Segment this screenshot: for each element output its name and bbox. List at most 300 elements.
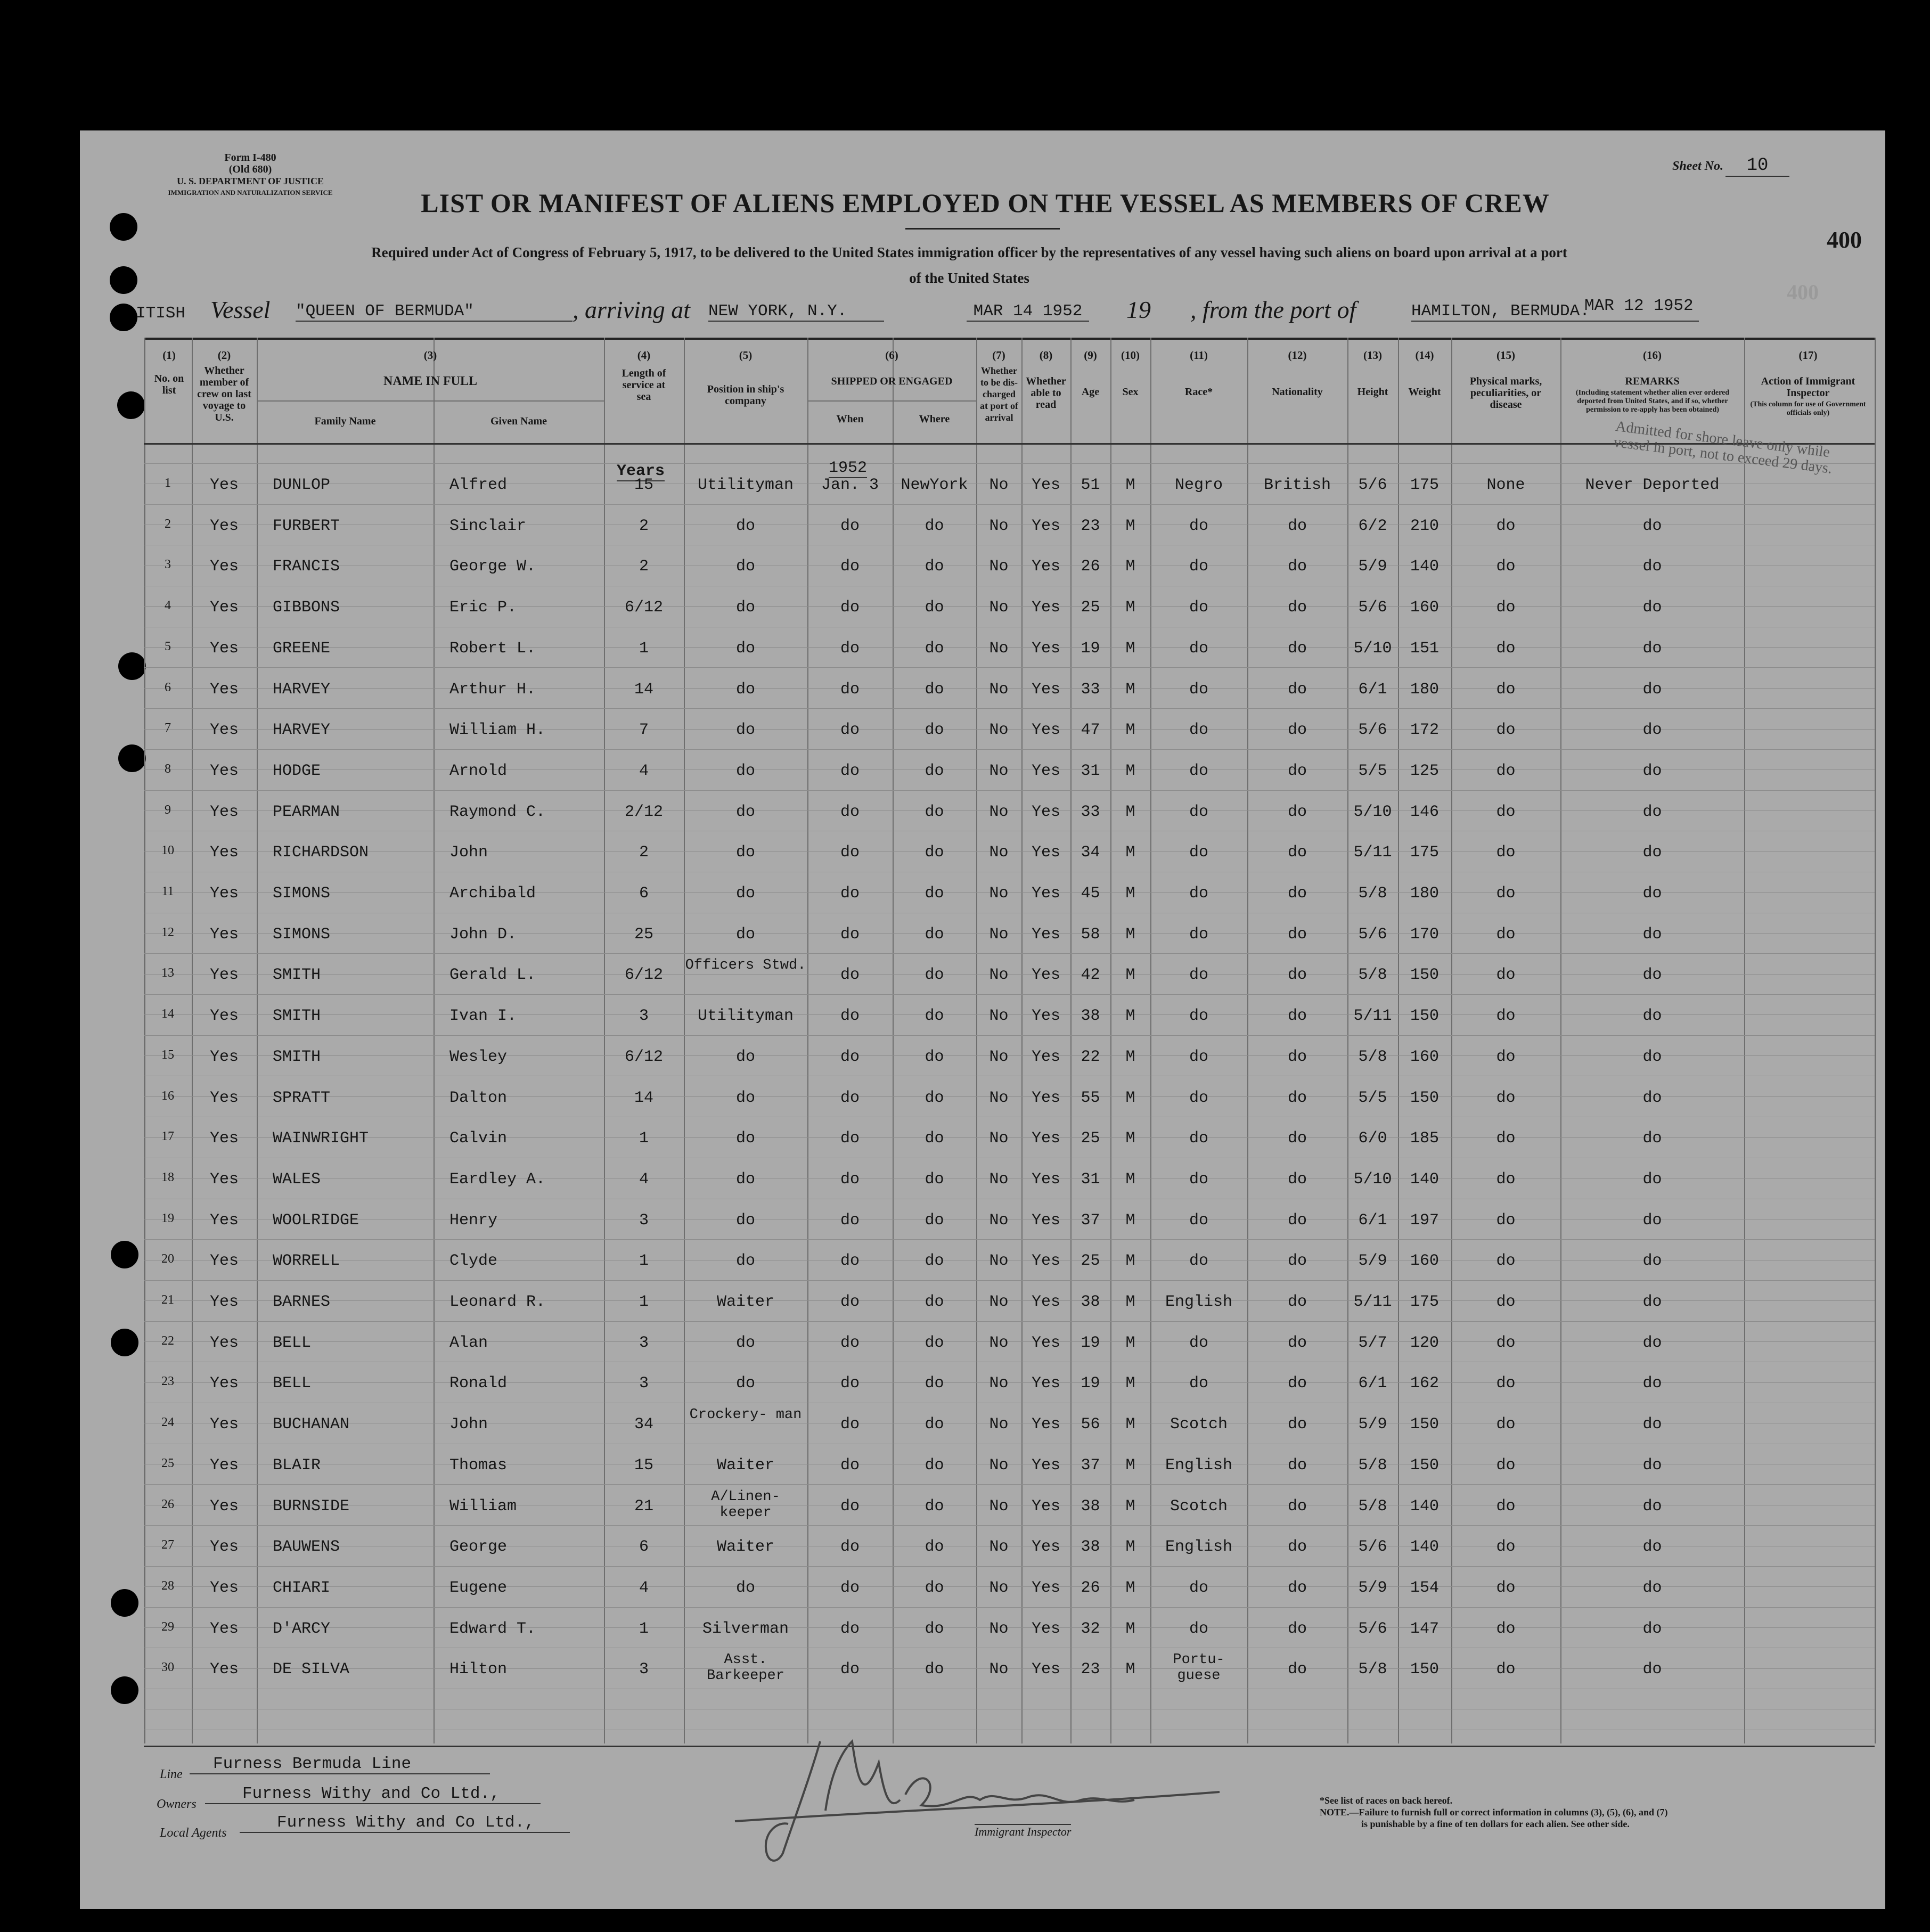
age-cell: 23 [1081, 1660, 1100, 1679]
discharged-cell: No [989, 803, 1009, 821]
remarks-cell: do [1642, 925, 1662, 944]
family-name-cell: PEARMAN [273, 803, 340, 821]
shipped-when-cell: do [840, 680, 860, 699]
position-cell: Silverman [702, 1619, 789, 1638]
physical-marks-cell: do [1496, 844, 1516, 862]
prior-voyage-cell: Yes [209, 885, 239, 903]
race-cell: do [1189, 1333, 1208, 1352]
able-to-read-cell: Yes [1031, 599, 1060, 617]
column-rule [1875, 338, 1876, 1743]
race-cell: English [1165, 1456, 1233, 1475]
family-name-cell: DE SILVA [273, 1660, 350, 1679]
race-cell: do [1189, 966, 1208, 985]
family-name-cell: SPRATT [273, 1088, 331, 1107]
shipped-where-cell: do [925, 1538, 944, 1557]
punch-hole [117, 391, 145, 419]
weight-cell: 151 [1410, 639, 1439, 658]
position-cell: do [735, 1088, 755, 1107]
row-number-cell: 28 [161, 1578, 174, 1593]
sex-cell: M [1125, 558, 1135, 576]
shipped-where-cell: NewYork [901, 476, 968, 494]
length-of-service-cell: 2 [639, 558, 649, 576]
height-cell: 5/9 [1358, 558, 1387, 576]
able-to-read-cell: Yes [1031, 680, 1060, 699]
position-cell: do [735, 1170, 755, 1189]
col3-number: (3) [423, 349, 437, 362]
race-cell: do [1189, 1129, 1208, 1148]
physical-marks-cell: do [1496, 1578, 1516, 1597]
weight-cell: 150 [1410, 1007, 1439, 1026]
age-cell: 55 [1081, 1088, 1100, 1107]
prior-voyage-cell: Yes [209, 1211, 239, 1230]
age-cell: 56 [1081, 1415, 1100, 1434]
length-of-service-cell: 6 [639, 1538, 649, 1557]
row-rule [144, 667, 1875, 668]
column-rule [192, 338, 193, 1743]
weight-cell: 150 [1410, 1660, 1439, 1679]
row-number-cell: 10 [161, 844, 174, 858]
arrival-date: MAR 14 1952 [967, 302, 1089, 322]
weight-cell: 197 [1410, 1211, 1439, 1230]
nationality-cell: do [1287, 599, 1307, 617]
nationality-cell: do [1287, 1293, 1307, 1311]
given-name-cell: Raymond C. [449, 803, 546, 821]
col10-header: Sex [1122, 386, 1139, 398]
sex-cell: M [1125, 1170, 1135, 1189]
col17-number: (17) [1798, 349, 1818, 362]
punch-hole [111, 1676, 138, 1704]
physical-marks-cell: do [1496, 1170, 1516, 1189]
physical-marks-cell: do [1496, 1538, 1516, 1557]
discharged-cell: No [989, 1333, 1009, 1352]
height-cell: 5/5 [1358, 762, 1387, 780]
shipped-when-cell: do [840, 1211, 860, 1230]
departure-port: HAMILTON, BERMUDA. [1411, 302, 1699, 322]
discharged-cell: No [989, 517, 1009, 535]
weight-cell: 175 [1410, 476, 1439, 494]
race-cell: Scotch [1170, 1497, 1228, 1516]
sex-cell: M [1125, 721, 1135, 740]
row-number-cell: 16 [161, 1088, 174, 1103]
sex-cell: M [1125, 1047, 1135, 1066]
shipped-when-cell: do [840, 1129, 860, 1148]
able-to-read-cell: Yes [1031, 1088, 1060, 1107]
row-number-cell: 24 [161, 1415, 174, 1430]
col4-header: Length of service at sea [621, 367, 666, 403]
given-name-cell: Hilton [449, 1660, 508, 1679]
weight-cell: 160 [1410, 1047, 1439, 1066]
weight-cell: 140 [1410, 1497, 1439, 1516]
row-number-cell: 5 [165, 639, 171, 653]
height-cell: 5/8 [1358, 885, 1387, 903]
nationality-cell: do [1287, 1007, 1307, 1026]
shipped-where-cell: do [925, 1333, 944, 1352]
height-cell: 5/10 [1353, 639, 1392, 658]
row-number-cell: 3 [165, 558, 171, 572]
subheader-rule [807, 400, 976, 402]
discharged-cell: No [989, 1129, 1009, 1148]
able-to-read-cell: Yes [1031, 885, 1060, 903]
row-rule [144, 1607, 1875, 1608]
height-cell: 5/8 [1358, 1660, 1387, 1679]
height-cell: 5/8 [1358, 966, 1387, 985]
age-cell: 23 [1081, 517, 1100, 535]
shipped-when-cell: do [840, 803, 860, 821]
subtitle-line-2: of the United States [909, 270, 1029, 286]
age-cell: 33 [1081, 680, 1100, 699]
given-name-cell: Eric P. [449, 599, 517, 617]
nationality-cell: do [1287, 1538, 1307, 1557]
length-of-service-cell: 3 [639, 1660, 649, 1679]
length-of-service-cell: 1 [639, 1129, 649, 1148]
row-rule [144, 790, 1875, 791]
length-of-service-cell: 3 [639, 1007, 649, 1026]
age-cell: 26 [1081, 1578, 1100, 1597]
age-cell: 51 [1081, 476, 1100, 494]
length-of-service-cell: 2 [639, 517, 649, 535]
family-name-cell: FRANCIS [273, 558, 340, 576]
height-cell: 5/10 [1353, 803, 1392, 821]
column-rule [1150, 338, 1151, 1743]
remarks-cell: do [1642, 1660, 1662, 1679]
shipped-where-cell: do [925, 1497, 944, 1516]
given-name-cell: John [449, 844, 488, 862]
position-cell: do [735, 1578, 755, 1597]
shipped-where-cell: do [925, 639, 944, 658]
col17-subheader: (This column for use of Government officials only) [1750, 400, 1866, 417]
col12-header: Nationality [1272, 386, 1323, 398]
given-name-cell: George [449, 1538, 508, 1557]
family-name-cell: BUCHANAN [273, 1415, 350, 1434]
nationality-cell: do [1287, 517, 1307, 535]
physical-marks-cell: do [1496, 1374, 1516, 1393]
col12-number: (12) [1288, 349, 1307, 362]
weight-cell: 170 [1410, 925, 1439, 944]
length-of-service-cell: 2/12 [624, 803, 663, 821]
shipped-when-cell: do [840, 966, 860, 985]
age-cell: 19 [1081, 1374, 1100, 1393]
position-cell: do [735, 721, 755, 740]
shipped-where-cell: do [925, 1007, 944, 1026]
family-name-cell: WALES [273, 1170, 321, 1189]
family-name-cell: D'ARCY [273, 1619, 331, 1638]
discharged-cell: No [989, 476, 1009, 494]
length-of-service-cell: 6/12 [624, 966, 663, 985]
able-to-read-cell: Yes [1031, 925, 1060, 944]
height-cell: 5/6 [1358, 476, 1387, 494]
col11-header: Race* [1184, 386, 1213, 398]
given-name-cell: Thomas [449, 1456, 508, 1475]
family-name-cell: BELL [273, 1333, 312, 1352]
physical-marks-cell: do [1496, 803, 1516, 821]
prior-voyage-cell: Yes [209, 762, 239, 780]
col3a-header: Family Name [314, 415, 376, 427]
physical-marks-cell: do [1496, 1252, 1516, 1271]
physical-marks-cell: do [1496, 599, 1516, 617]
length-of-service-cell: 3 [639, 1374, 649, 1393]
manifest-table [144, 338, 1875, 1747]
able-to-read-cell: Yes [1031, 721, 1060, 740]
punch-hole [110, 304, 137, 331]
age-cell: 47 [1081, 721, 1100, 740]
discharged-cell: No [989, 1007, 1009, 1026]
physical-marks-cell: do [1496, 1007, 1516, 1026]
row-number-cell: 13 [161, 966, 174, 980]
discharged-cell: No [989, 721, 1009, 740]
col5-header: Position in ship's company [707, 383, 784, 407]
shipped-where-cell: do [925, 1211, 944, 1230]
prior-voyage-cell: Yes [209, 558, 239, 576]
prior-voyage-cell: Yes [209, 680, 239, 699]
row-rule [144, 1566, 1875, 1567]
footnotes [1320, 1795, 1852, 1830]
age-cell: 31 [1081, 762, 1100, 780]
length-of-service-cell: 15 [634, 476, 653, 494]
col7-number: (7) [992, 349, 1005, 362]
given-name-cell: Clyde [449, 1252, 498, 1271]
column-rule [144, 338, 145, 1743]
weight-cell: 150 [1410, 966, 1439, 985]
remarks-cell: do [1642, 1007, 1662, 1026]
age-cell: 26 [1081, 558, 1100, 576]
vessel-name: "QUEEN OF BERMUDA" [296, 302, 573, 322]
prior-voyage-cell: Yes [209, 1293, 239, 1311]
race-cell: do [1189, 517, 1208, 535]
family-name-cell: SMITH [273, 966, 321, 985]
position-cell: Waiter [716, 1293, 775, 1311]
nationality-cell: do [1287, 762, 1307, 780]
col6b-header: Where [919, 413, 950, 425]
column-rule [1110, 338, 1111, 1743]
shipped-when-cell: do [840, 1415, 860, 1434]
position-cell: do [735, 762, 755, 780]
col6-number: (6) [885, 349, 898, 362]
shipped-where-cell: do [925, 1129, 944, 1148]
row-number-cell: 8 [165, 762, 171, 776]
race-cell: do [1189, 680, 1208, 699]
col15-header: Physical marks, peculiarities, or disease [1469, 375, 1542, 411]
race-cell: do [1189, 721, 1208, 740]
title-rule [905, 228, 1060, 230]
able-to-read-cell: Yes [1031, 1660, 1060, 1679]
remarks-cell: do [1642, 844, 1662, 862]
given-name-cell: Dalton [449, 1088, 508, 1107]
race-cell: do [1189, 1088, 1208, 1107]
row-rule [144, 504, 1875, 505]
col14-header: Weight [1408, 386, 1441, 398]
race-cell: do [1189, 1374, 1208, 1393]
discharged-cell: No [989, 680, 1009, 699]
prior-voyage-cell: Yes [209, 1456, 239, 1475]
physical-marks-cell: do [1496, 1211, 1516, 1230]
given-name-cell: Robert L. [449, 639, 536, 658]
col16-header: REMARKS [1625, 375, 1680, 387]
given-name-cell: John D. [449, 925, 517, 944]
given-name-cell: Ivan I. [449, 1007, 517, 1026]
height-cell: 5/11 [1353, 1293, 1392, 1311]
position-cell: do [735, 517, 755, 535]
able-to-read-cell: Yes [1031, 966, 1060, 985]
column-rule [1451, 338, 1452, 1743]
weight-cell: 160 [1410, 599, 1439, 617]
height-cell: 5/9 [1358, 1578, 1387, 1597]
nationality-cell: do [1287, 1047, 1307, 1066]
weight-cell: 180 [1410, 680, 1439, 699]
weight-cell: 180 [1410, 885, 1439, 903]
position-cell: Officers Stwd. [685, 957, 806, 974]
shipped-where-cell: do [925, 1252, 944, 1271]
col15-number: (15) [1496, 349, 1515, 362]
length-of-service-cell: 34 [634, 1415, 653, 1434]
position-cell: do [735, 680, 755, 699]
row-number-cell: 29 [161, 1619, 174, 1634]
row-number-cell: 27 [161, 1538, 174, 1552]
row-rule [144, 749, 1875, 750]
sex-cell: M [1125, 762, 1135, 780]
shipped-when-cell: do [840, 885, 860, 903]
row-number-cell: 4 [165, 599, 171, 613]
row-number-cell: 17 [161, 1129, 174, 1144]
physical-marks-cell: do [1496, 1293, 1516, 1311]
physical-marks-cell: do [1496, 1497, 1516, 1516]
given-name-cell: Sinclair [449, 517, 527, 535]
row-number-cell: 7 [165, 721, 171, 735]
able-to-read-cell: Yes [1031, 639, 1060, 658]
remarks-cell: do [1642, 721, 1662, 740]
departure-date: MAR 12 1952 [1584, 297, 1694, 315]
punch-hole [118, 744, 146, 772]
row-number-cell: 11 [161, 885, 174, 898]
weight-cell: 172 [1410, 721, 1439, 740]
shipped-when-cell: do [840, 1619, 860, 1638]
sheet-number-label: Sheet No. [1672, 159, 1723, 173]
row-number-cell: 2 [165, 517, 171, 531]
family-name-cell: SIMONS [273, 925, 331, 944]
punch-hole [111, 1329, 138, 1356]
remarks-cell: do [1642, 1252, 1662, 1271]
age-cell: 33 [1081, 803, 1100, 821]
discharged-cell: No [989, 762, 1009, 780]
family-name-cell: CHIARI [273, 1578, 331, 1597]
family-name-cell: SMITH [273, 1047, 321, 1066]
height-cell: 6/1 [1358, 1211, 1387, 1230]
position-cell: do [735, 1374, 755, 1393]
form-old-number: (Old 680) [228, 163, 272, 175]
weight-cell: 120 [1410, 1333, 1439, 1352]
family-name-cell: SMITH [273, 1007, 321, 1026]
weight-cell: 147 [1410, 1619, 1439, 1638]
col14-number: (14) [1415, 349, 1434, 362]
remarks-cell: do [1642, 1129, 1662, 1148]
sex-cell: M [1125, 1211, 1135, 1230]
length-of-service-cell: 1 [639, 1293, 649, 1311]
shipped-when-cell: do [840, 925, 860, 944]
service: IMMIGRATION AND NATURALIZATION SERVICE [168, 189, 333, 197]
row-number-cell: 26 [161, 1497, 174, 1511]
race-cell: do [1189, 599, 1208, 617]
nationality-cell: do [1287, 721, 1307, 740]
length-of-service-cell: 14 [634, 680, 653, 699]
shipped-where-cell: do [925, 1578, 944, 1597]
family-name-cell: GIBBONS [273, 599, 340, 617]
row-rule [144, 1321, 1875, 1322]
vessel-nationality: ITISH [136, 304, 186, 323]
given-name-cell: Archibald [449, 885, 536, 903]
given-name-cell: William H. [449, 721, 546, 740]
family-name-cell: BLAIR [273, 1456, 321, 1475]
given-name-cell: Eardley A. [449, 1170, 546, 1189]
remarks-cell: do [1642, 1088, 1662, 1107]
physical-marks-cell: do [1496, 639, 1516, 658]
discharged-cell: No [989, 1211, 1009, 1230]
col1-number: (1) [162, 349, 176, 362]
prior-voyage-cell: Yes [209, 844, 239, 862]
nationality-cell: do [1287, 1088, 1307, 1107]
able-to-read-cell: Yes [1031, 1578, 1060, 1597]
col7-header: Whether to be dis-charged at port of arrival [980, 365, 1018, 423]
able-to-read-cell: Yes [1031, 476, 1060, 494]
length-of-service-cell: 1 [639, 1252, 649, 1271]
shipped-when-cell: do [840, 1660, 860, 1679]
family-name-cell: HARVEY [273, 721, 331, 740]
weight-cell: 162 [1410, 1374, 1439, 1393]
able-to-read-cell: Yes [1031, 803, 1060, 821]
race-cell: Scotch [1170, 1415, 1228, 1434]
nationality-cell: do [1287, 1619, 1307, 1638]
physical-marks-cell: do [1496, 966, 1516, 985]
age-cell: 38 [1081, 1007, 1100, 1026]
discharged-cell: No [989, 599, 1009, 617]
able-to-read-cell: Yes [1031, 1293, 1060, 1311]
weight-cell: 160 [1410, 1252, 1439, 1271]
height-cell: 5/6 [1358, 925, 1387, 944]
family-name-cell: HODGE [273, 762, 321, 780]
able-to-read-cell: Yes [1031, 1456, 1060, 1475]
owners-value: Furness Withy and Co Ltd., [205, 1784, 541, 1804]
position-cell: A/Linen- keeper [711, 1488, 780, 1521]
nationality-cell: do [1287, 1415, 1307, 1434]
height-cell: 6/1 [1358, 680, 1387, 699]
remarks-cell: do [1642, 1333, 1662, 1352]
manifest-subtitle [202, 240, 1736, 291]
row-number-cell: 20 [161, 1252, 174, 1266]
discharged-cell: No [989, 1578, 1009, 1597]
shipped-where-cell: do [925, 844, 944, 862]
prior-voyage-cell: Yes [209, 599, 239, 617]
position-cell: do [735, 803, 755, 821]
shipped-where-cell: do [925, 1293, 944, 1311]
discharged-cell: No [989, 1497, 1009, 1516]
row-number-cell: 15 [161, 1047, 174, 1062]
sex-cell: M [1125, 966, 1135, 985]
age-cell: 34 [1081, 844, 1100, 862]
row-number-cell: 19 [161, 1211, 174, 1225]
given-name-cell: Edward T. [449, 1619, 536, 1638]
physical-marks-cell: do [1496, 1619, 1516, 1638]
punch-hole [118, 652, 146, 680]
age-cell: 58 [1081, 925, 1100, 944]
column-rule [434, 338, 435, 1743]
race-cell: do [1189, 925, 1208, 944]
col4-number: (4) [637, 349, 651, 362]
remarks-cell: do [1642, 1211, 1662, 1230]
column-rule [893, 338, 894, 1743]
sex-cell: M [1125, 1374, 1135, 1393]
remarks-cell: do [1642, 762, 1662, 780]
col5-number: (5) [739, 349, 753, 362]
discharged-cell: No [989, 925, 1009, 944]
shipped-where-cell: do [925, 517, 944, 535]
